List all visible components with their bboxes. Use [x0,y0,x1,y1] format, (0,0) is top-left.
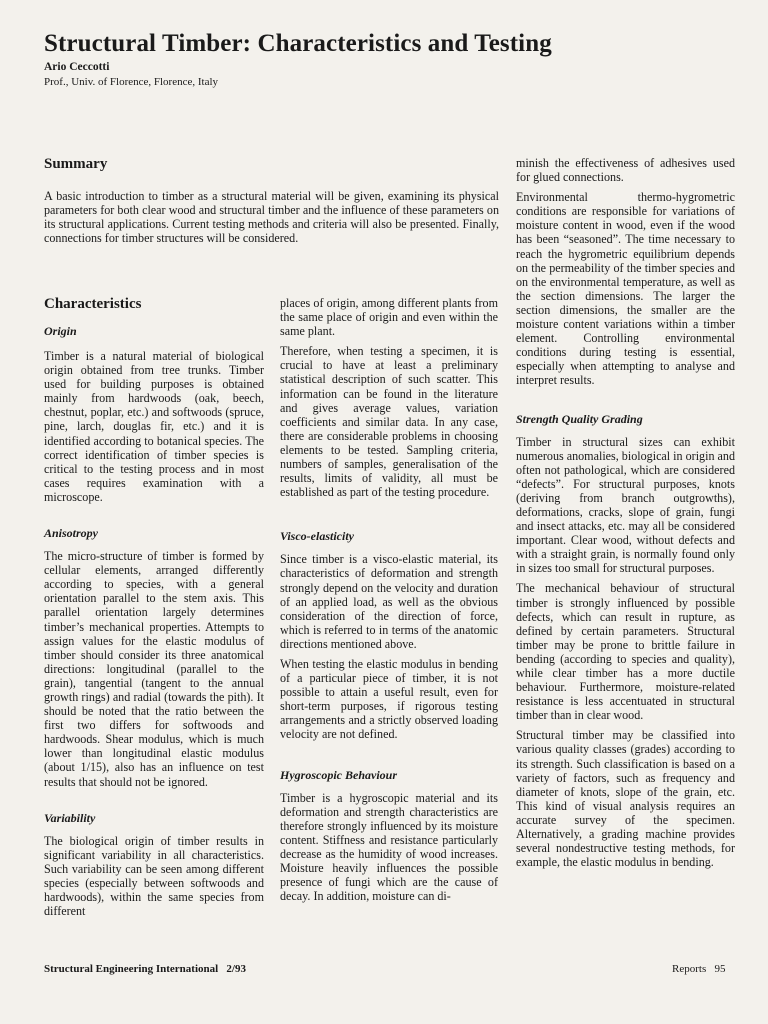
variability-text: The biological origin of timber results in significant variability in all characteristics. Such variability can be seen among different species (especially between softwoods and hardwoods), within the same species from different [44,833,264,919]
anisotropy-heading: Anisotropy [44,526,99,541]
variability-heading: Variability [44,810,96,825]
visco-text-1: Since timber is a visco-elastic material, its characteristics of deformation and strength strongly depend on the velocity and duration of an applied load, as well as the obvious consideration of the direction of force, which is referred to in terms of the anatomic directions mentioned above. [280,552,498,651]
hygro-text: Timber is a hygroscopic material and its deformation and strength characteristics are therefore strongly influenced by its moisture content. Stiffness and resistance particularly decrease as the humidity of wood increases. Moisture heavily influences the possible presence of fungi which are the cause of decay. In addition, moisture can di- [280,790,498,904]
article-title: Structural Timber: Characteristics and Testing [44,30,552,57]
visco-heading: Visco-elasticity [280,529,354,544]
col3-continuation: minish the effectiveness of adhesives used for glued connections. [516,156,735,185]
visco-text-2: When testing the elastic modulus in bending of a particular piece of timber, it is not possible to attain a useful result, even for short-term purposes, if rigorous testing arrangements and a strictly observed loading velocity are not defined. [280,656,498,742]
author-name: Ario Ceccotti [44,61,110,73]
characteristics-heading: Characteristics [44,296,142,312]
summary-block [44,155,499,245]
col2-paragraph: Therefore, when testing a specimen, it is crucial to have at least a preliminary statistical description of such scatter. This information can be found in the literature and gives average values, variation coefficients and similar data. In any case, there are considerable problems in choosing elements to be tested. Sampling criteria, numbers of samples, generalisation of the results, limits of validity, all must be established as part of the testing procedure. [280,344,498,500]
col2-continuation: places of origin, among different plants from the same place of origin and even within the same plant. [280,296,498,339]
grading-text-1: Timber in structural sizes can exhibit numerous anomalies, biological in origin and often not pathological, which are considered “defects”. For structural purposes, knots (deriving from branch outgrowths), deformations, cracks, slope of grain, fungi and insect attacks, etc. may all be considered important. Clear wood, without defects and with a straight grain, is normally found only in sizes too small for structural purposes. [516,434,735,576]
author-affiliation: Prof., Univ. of Florence, Florence, Italy [44,76,219,88]
column-1 [44,295,264,918]
column-2 [280,296,498,903]
grading-text-3: Structural timber may be classified into various quality classes (grades) according to its strength. Such classification is based on a variety of factors, such as frequency and diameter of knots, slope of the grain, etc. This kind of visual analysis requires an accurate survey of the specimen. Alternatively, a grading machine provides several nondestructive testing methods, for example, the elastic modulus in bending. [516,728,735,870]
col3-paragraph: Environmental thermo-hygrometric conditions are responsible for variations of moisture content in wood, even if the wood has been “seasoned”. The time necessary to reach the hygrometric equilibrium depends on the permeability of the timber species and on the environmental temperature, as well as the section dimensions. The larger the section dimensions, the smaller are the moisture content variations within a timber element. Controlling environmental conditions during testing is essential, especially when attempting to analyse and interpret results. [516,190,735,388]
page-number: Reports 95 [672,963,726,975]
journal-footer: Structural Engineering International 2/93 [44,963,246,975]
hygro-heading: Hygroscopic Behaviour [280,767,397,782]
summary-heading: Summary [44,156,108,172]
anisotropy-text: The micro-structure of timber is formed by cellular elements, arranged differently according to species, with a general orientation parallel to the stem axis. This parallel orientation largely determines timber’s mechanical properties. Attempts to assign values for the elastic modulus of timber should consider its three anatomical directions: longitudinal (parallel to the grain), tangential (tangent to the annual growth rings) and radial (towards the pith). It should be noted that the ratio between the first two differs for softwoods and hardwoods. Shear modulus, which is much lower than longitudinal elastic modulus (about 1/15), also has an influence on test results that should not be ignored. [44,549,264,789]
grading-text-2: The mechanical behaviour of structural timber is strongly influenced by possible defects, which can result in rupture, as defined by certain parameters. Structural timber may be prone to brittle failure in bending (according to species and quality), while clear timber has a more ductile behaviour. Furthermore, moisture-related resistance is less accentuated in structural timber than in clear wood. [516,581,735,723]
origin-text: Timber is a natural material of biological origin obtained from tree trunks. Timber used for building purposes is obtained mainly from hardwoods (oak, beech, chestnut, poplar, etc.) and softwoods (spruce, pine, larch, douglas fir, etc.) and it is identified according to botanical species. The correct identification of timber species is critical to the testing process and in most cases requires examination with a microscope. [44,349,264,504]
summary-text: A basic introduction to timber as a structural material will be given, examining its physical parameters for both clear wood and structural timber and the influence of these parameters on its structural applications. Current testing methods and criteria will also be presented. Finally, connections for timber structures will be considered. [44,189,499,246]
origin-heading: Origin [44,324,77,338]
column-3 [516,156,735,869]
grading-heading: Strength Quality Grading [516,411,643,426]
